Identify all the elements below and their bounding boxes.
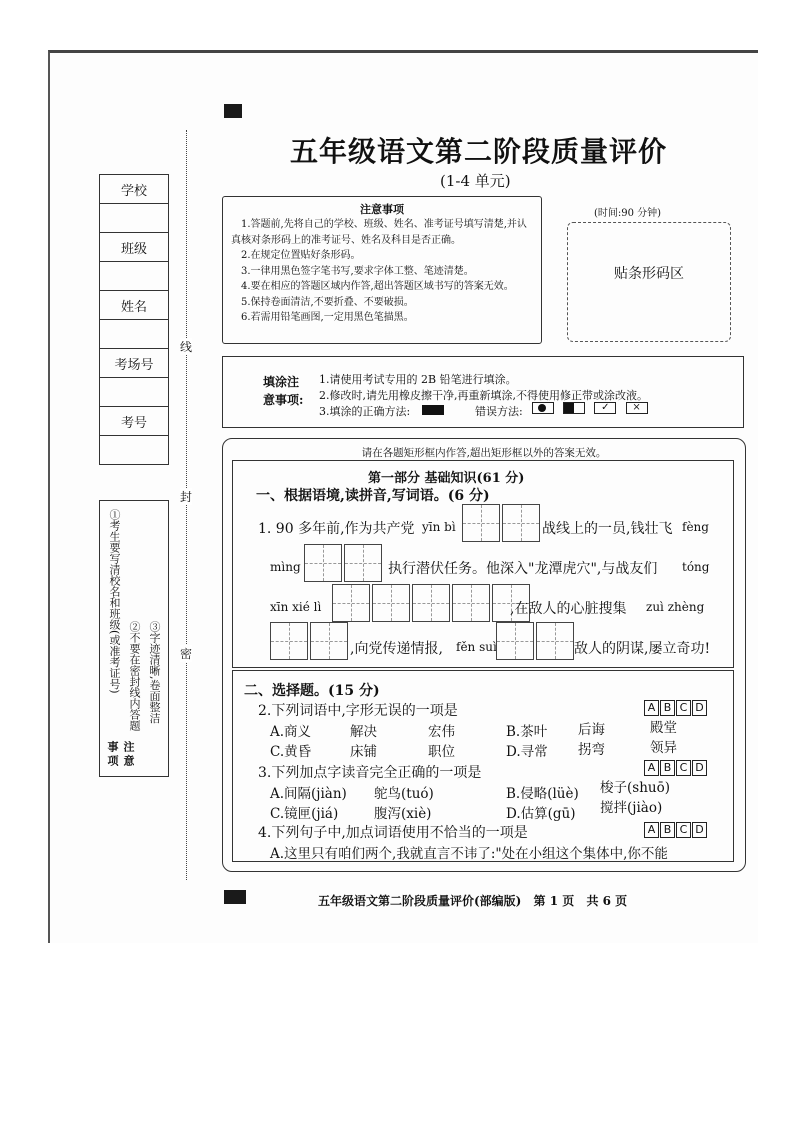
notice-item-6: 6.若需用铅笔画图,一定用黑色笔描黑。	[241, 312, 414, 323]
q3-d-word-1: D.估算(gū)	[506, 806, 576, 822]
q2-a-word-3: 宏伟	[428, 724, 455, 740]
q2-d-word-1: D.寻常	[506, 744, 548, 760]
q4-choice-c[interactable]: C	[676, 822, 691, 838]
notice-item-3: 3.一律用黑色签字笔书写,要求字体工整、笔迹清楚。	[241, 265, 474, 277]
q2-c-word-1: C.黄昏	[270, 744, 312, 760]
notice-item-4: 4.要在相应的答题区域内作答,超出答题区域书写的答案无效。	[241, 281, 514, 292]
q3-stem: 3.下列加点字读音完全正确的一项是	[258, 765, 482, 781]
q3-choice-boxes[interactable]	[643, 756, 707, 776]
wrong-mark-examples	[529, 402, 651, 414]
fill-notice-item-1: 1.请使用考试专用的 2B 铅笔进行填涂。	[319, 373, 517, 386]
section1-heading: 一、根据语境,读拼音,写词语。(6 分)	[256, 488, 490, 504]
binding-line	[186, 130, 187, 880]
q1-answer-grid-2[interactable]	[304, 544, 384, 582]
side-notice-item-3: ③字迹清晰,卷面整洁	[148, 621, 161, 724]
footer-title: 五年级语文第二阶段质量评价(部编版)	[318, 894, 522, 908]
q2-b-word-1: B.茶叶	[506, 724, 548, 740]
fill-notice-wrong-label: 错误方法:	[475, 405, 523, 418]
q1-line1	[258, 504, 718, 544]
correct-mark-example	[422, 405, 444, 415]
q1-answer-grid-3[interactable]	[332, 584, 532, 622]
q2-b-word-2: 后诲	[578, 722, 605, 738]
q1-text-3: ,在敌人的心脏搜集	[510, 601, 627, 617]
q1-pinyin-tong: tóng	[682, 560, 710, 574]
footer-page: 第 1 页	[533, 894, 575, 908]
name-field[interactable]	[100, 320, 169, 349]
notice-item-5: 5.保持卷面清洁,不要折叠、不要破损。	[241, 296, 414, 308]
q1-intro: 1. 90 多年前,作为共产党	[258, 521, 415, 537]
q1-answer-grid-4[interactable]	[270, 622, 350, 660]
class-field[interactable]	[100, 262, 169, 291]
q3-choice-b[interactable]: B	[660, 760, 675, 776]
q1-line2	[270, 544, 720, 584]
alignment-marker-top	[224, 104, 242, 118]
wrong-mark-check-icon: ✓	[594, 402, 616, 414]
q2-b-word-3: 殿堂	[650, 720, 677, 736]
q1-answer-grid-5[interactable]	[496, 622, 576, 660]
side-notice-item-2: ②不要在密封线内答题	[128, 621, 141, 731]
q3-choice-d[interactable]: D	[692, 760, 707, 776]
q2-d-word-3: 领异	[650, 740, 677, 756]
q1-line4	[270, 622, 720, 662]
q3-b-word-1: B.侵略(lüè)	[506, 786, 579, 802]
q4-option-a: A.这里只有咱们两个,我就直言不讳了:"处在小组这个集体中,你不能	[270, 846, 668, 862]
fill-notice-box	[222, 356, 744, 428]
section2-heading: 二、选择题。(15 分)	[244, 683, 380, 699]
answer-area-notice: 请在各题矩形框内作答,超出矩形框以外的答案无效。	[361, 447, 607, 459]
q1-pinyin-ming: mìng	[270, 560, 301, 574]
q4-choice-a[interactable]: A	[644, 822, 659, 838]
q3-d-word-2: 搅拌(jiào)	[600, 800, 663, 816]
q2-c-word-2: 床铺	[350, 744, 377, 760]
side-notice-label: 注意事项	[106, 741, 135, 769]
q1-pinyin-yinbi: yīn bì	[422, 520, 456, 534]
school-label: 学校	[100, 175, 169, 204]
wrong-mark-cross-icon: ×	[626, 402, 648, 414]
q3-c-word-1: C.镜匣(jiá)	[270, 806, 339, 822]
name-label: 姓名	[100, 291, 169, 320]
fill-notice-correct-label: 3.填涂的正确方法:	[319, 405, 411, 418]
wrong-mark-dot-icon	[532, 402, 554, 414]
q1-text-1: 战线上的一员,钱壮飞	[542, 521, 673, 537]
q1-text-5: 敌人的阴谋,屡立奇功!	[574, 641, 711, 657]
barcode-area[interactable]	[567, 222, 731, 342]
q2-choice-c[interactable]: C	[676, 700, 691, 716]
q1-pinyin-feng: fèng	[682, 520, 709, 534]
exam-room-field[interactable]	[100, 378, 169, 407]
fill-notice-item-2: 2.修改时,请先用橡皮擦干净,再重新填涂,不得使用修正带或涂改液。	[319, 389, 648, 402]
exam-subtitle: (1-4 单元)	[440, 172, 511, 190]
q2-choice-boxes[interactable]	[643, 696, 707, 716]
fill-notice-label-1: 填涂注	[263, 375, 300, 389]
side-notice-item-1: ①考生要写清校名和班级(或准考证号)	[108, 509, 121, 694]
exam-number-label: 考号	[100, 407, 169, 436]
q2-a-word-1: A.商义	[270, 724, 312, 740]
q1-pinyin-fensui: fěn suì	[456, 640, 497, 654]
binding-char-secret: 密	[180, 647, 193, 661]
footer	[318, 892, 627, 909]
q2-choice-b[interactable]: B	[660, 700, 675, 716]
barcode-area-label: 贴条形码区	[614, 266, 684, 282]
alignment-marker-bottom	[224, 890, 246, 904]
exam-room-label: 考场号	[100, 349, 169, 378]
class-label: 班级	[100, 233, 169, 262]
q1-answer-grid-1[interactable]	[462, 504, 542, 542]
q1-pinyin-xinxieli: xīn xié lì	[270, 600, 322, 614]
q4-choice-boxes[interactable]	[643, 818, 707, 838]
q4-choice-d[interactable]: D	[692, 822, 707, 838]
q3-a-word-1: A.间隔(jiàn)	[270, 786, 347, 802]
wrong-mark-half-icon	[563, 402, 585, 414]
notice-item-1: 1.答题前,先将自己的学校、班级、姓名、准考证号填写清楚,并认真核对条形码上的准考证号、姓名及科目是否正确。	[231, 219, 527, 246]
q2-choice-a[interactable]: A	[644, 700, 659, 716]
q3-a-word-2: 鸵鸟(tuó)	[374, 786, 434, 802]
q3-b-word-2: 梭子(shuō)	[600, 780, 670, 796]
notice-box	[222, 196, 542, 344]
q2-a-word-2: 解决	[350, 724, 377, 740]
notice-title: 注意事项	[360, 203, 404, 216]
exam-title: 五年级语文第二阶段质量评价	[290, 135, 668, 168]
q3-choice-c[interactable]: C	[676, 760, 691, 776]
binding-char-line: 线	[180, 340, 193, 354]
q2-c-word-3: 职位	[428, 744, 455, 760]
q3-c-word-2: 腹泻(xiè)	[374, 806, 432, 822]
q1-pinyin-zuizheng: zuì zhèng	[646, 600, 705, 614]
part1-title: 第一部分 基础知识(61 分)	[368, 471, 525, 486]
q3-choice-a[interactable]: A	[644, 760, 659, 776]
q1-text-2: 执行潜伏任务。他深入"龙潭虎穴",与战友们	[388, 561, 658, 577]
q4-choice-b[interactable]: B	[660, 822, 675, 838]
student-info-table	[99, 174, 169, 465]
q4-stem: 4.下列句子中,加点词语使用不恰当的一项是	[258, 825, 528, 841]
q2-stem: 2.下列词语中,字形无误的一项是	[258, 703, 458, 719]
q2-d-word-2: 拐弯	[578, 742, 605, 758]
notice-list	[231, 217, 535, 326]
q2-choice-d[interactable]: D	[692, 700, 707, 716]
school-field[interactable]	[100, 204, 169, 233]
side-notice-box	[99, 500, 169, 777]
q1-line3	[270, 584, 720, 624]
exam-time: (时间:90 分钟)	[594, 208, 662, 219]
exam-number-field[interactable]	[100, 436, 169, 465]
fill-notice-label-2: 意事项:	[263, 393, 304, 407]
notice-item-2: 2.在规定位置贴好条形码。	[241, 250, 361, 261]
footer-total: 共 6 页	[586, 894, 628, 908]
q1-text-4: ,向党传递情报,	[350, 641, 443, 657]
binding-char-seal: 封	[180, 490, 193, 504]
